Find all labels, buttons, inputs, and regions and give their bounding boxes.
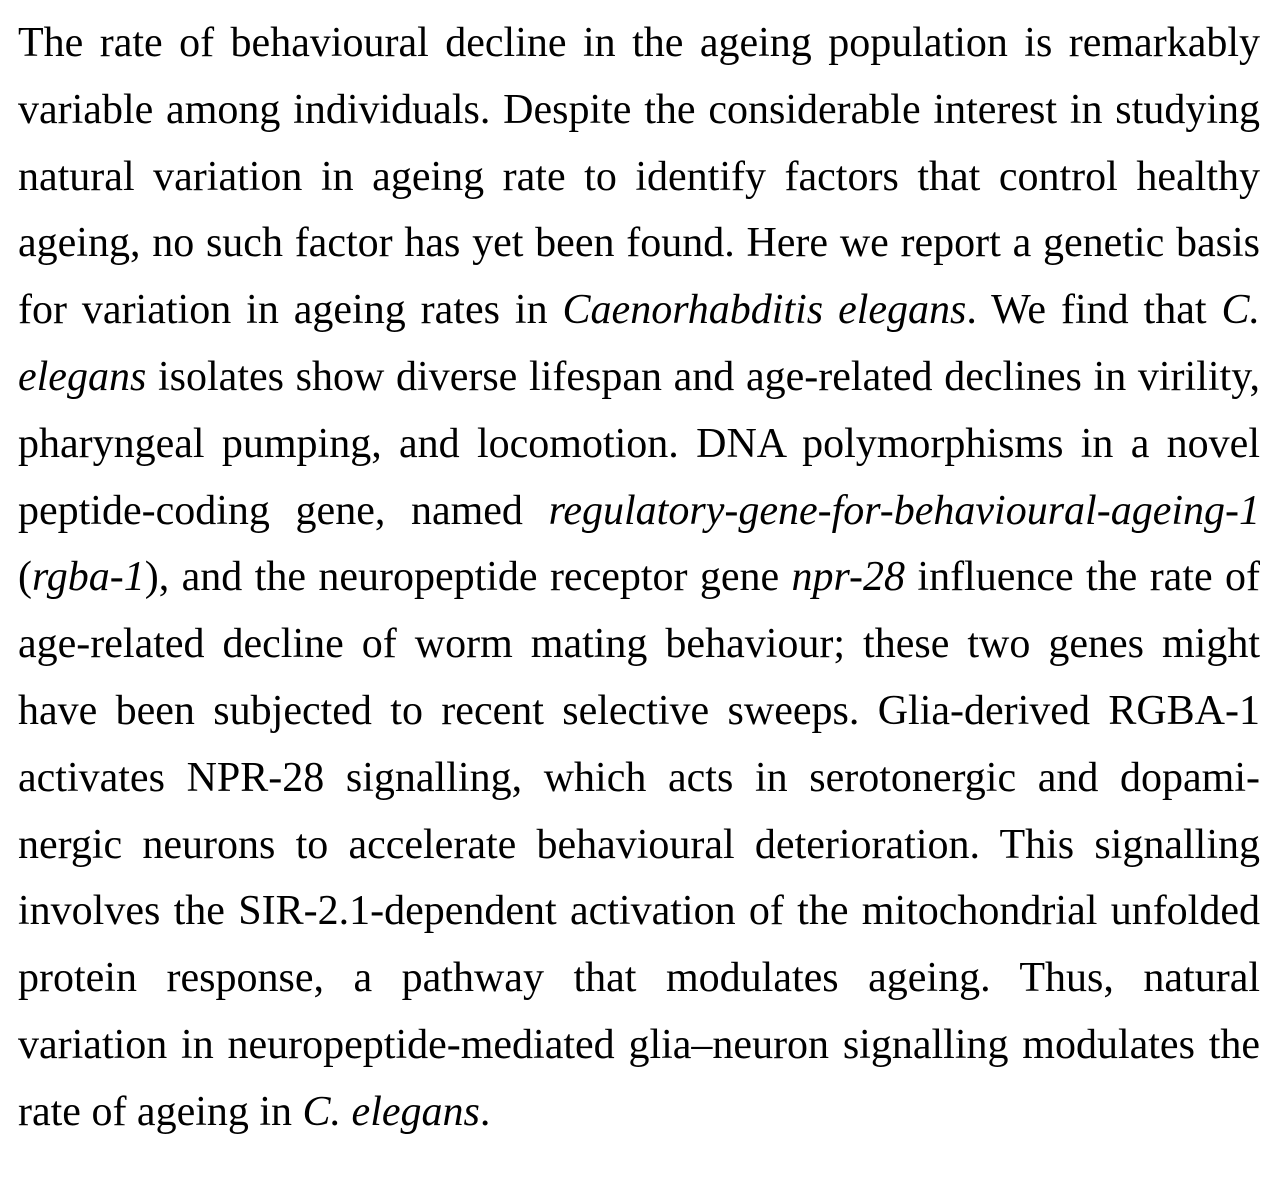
italic-text-segment: C.: [1221, 287, 1261, 334]
abstract-line: [18, 678, 1260, 745]
abstract-line: [18, 344, 1260, 411]
italic-text-segment: npr-28: [791, 554, 906, 601]
text-segment: for variation in ageing rates in: [18, 287, 563, 334]
text-segment: peptide-coding gene, named: [18, 487, 549, 534]
text-segment: isolates show diverse lifespan and age-related declines in virility,: [146, 353, 1260, 400]
text-segment: (: [18, 554, 32, 601]
text-segment: ), and the neuropeptide receptor gene: [144, 554, 792, 601]
text-segment: have been subjected to recent selective sweeps. Glia-derived RGBA-1: [18, 687, 1260, 734]
text-segment: The rate of behavioural decline in the ageing population is remarkably: [18, 20, 1260, 66]
text-segment: activates NPR-28 signalling, which acts in serotonergic and dopami-: [18, 754, 1260, 801]
abstract-line: [18, 1079, 1260, 1146]
text-segment: pharyngeal pumping, and locomotion. DNA polymorphisms in a novel: [18, 420, 1260, 467]
text-segment: nergic neurons to accelerate behavioural deterioration. This signalling: [18, 821, 1260, 868]
abstract-line: [18, 10, 1260, 77]
italic-text-segment: C. elegans: [302, 1088, 480, 1135]
italic-text-segment: elegans: [18, 353, 147, 400]
italic-text-segment: Caenorhabditis elegans: [562, 287, 967, 334]
text-segment: ageing, no such factor has yet been found. Here we report a genetic basis: [18, 220, 1260, 267]
text-segment: rate of ageing in: [18, 1088, 303, 1135]
text-segment: involves the SIR-2.1-dependent activation of the mitochondrial unfolded: [18, 888, 1260, 935]
text-segment: .: [479, 1088, 491, 1135]
italic-text-segment: rgba-1: [32, 554, 145, 601]
abstract-line: [18, 77, 1260, 144]
text-segment: age-related decline of worm mating behaviour; these two genes might: [18, 621, 1260, 668]
abstract-line: [18, 411, 1260, 478]
abstract-line: [18, 1012, 1260, 1079]
abstract-line: [18, 611, 1260, 678]
text-segment: variable among individuals. Despite the considerable interest in studying: [18, 86, 1260, 133]
text-segment: natural variation in ageing rate to identify factors that control healthy: [18, 153, 1260, 200]
text-segment: influence the rate of: [905, 554, 1260, 601]
text-segment: variation in neuropeptide-mediated glia–neuron signalling modulates the: [18, 1021, 1260, 1068]
abstract-line: [18, 878, 1260, 945]
abstract-line: [18, 812, 1260, 879]
abstract-paragraph: [18, 10, 1260, 1146]
text-segment: protein response, a pathway that modulates ageing. Thus, natural: [18, 955, 1260, 1002]
abstract-line: [18, 210, 1260, 277]
text-segment: . We find that: [966, 287, 1222, 334]
abstract-line: [18, 478, 1260, 545]
abstract-line: [18, 144, 1260, 211]
abstract-line: [18, 745, 1260, 812]
abstract-line: [18, 945, 1260, 1012]
abstract-line: [18, 544, 1260, 611]
abstract-line: [18, 277, 1260, 344]
italic-text-segment: regulatory-gene-for-behavioural-ageing-1: [548, 487, 1260, 534]
